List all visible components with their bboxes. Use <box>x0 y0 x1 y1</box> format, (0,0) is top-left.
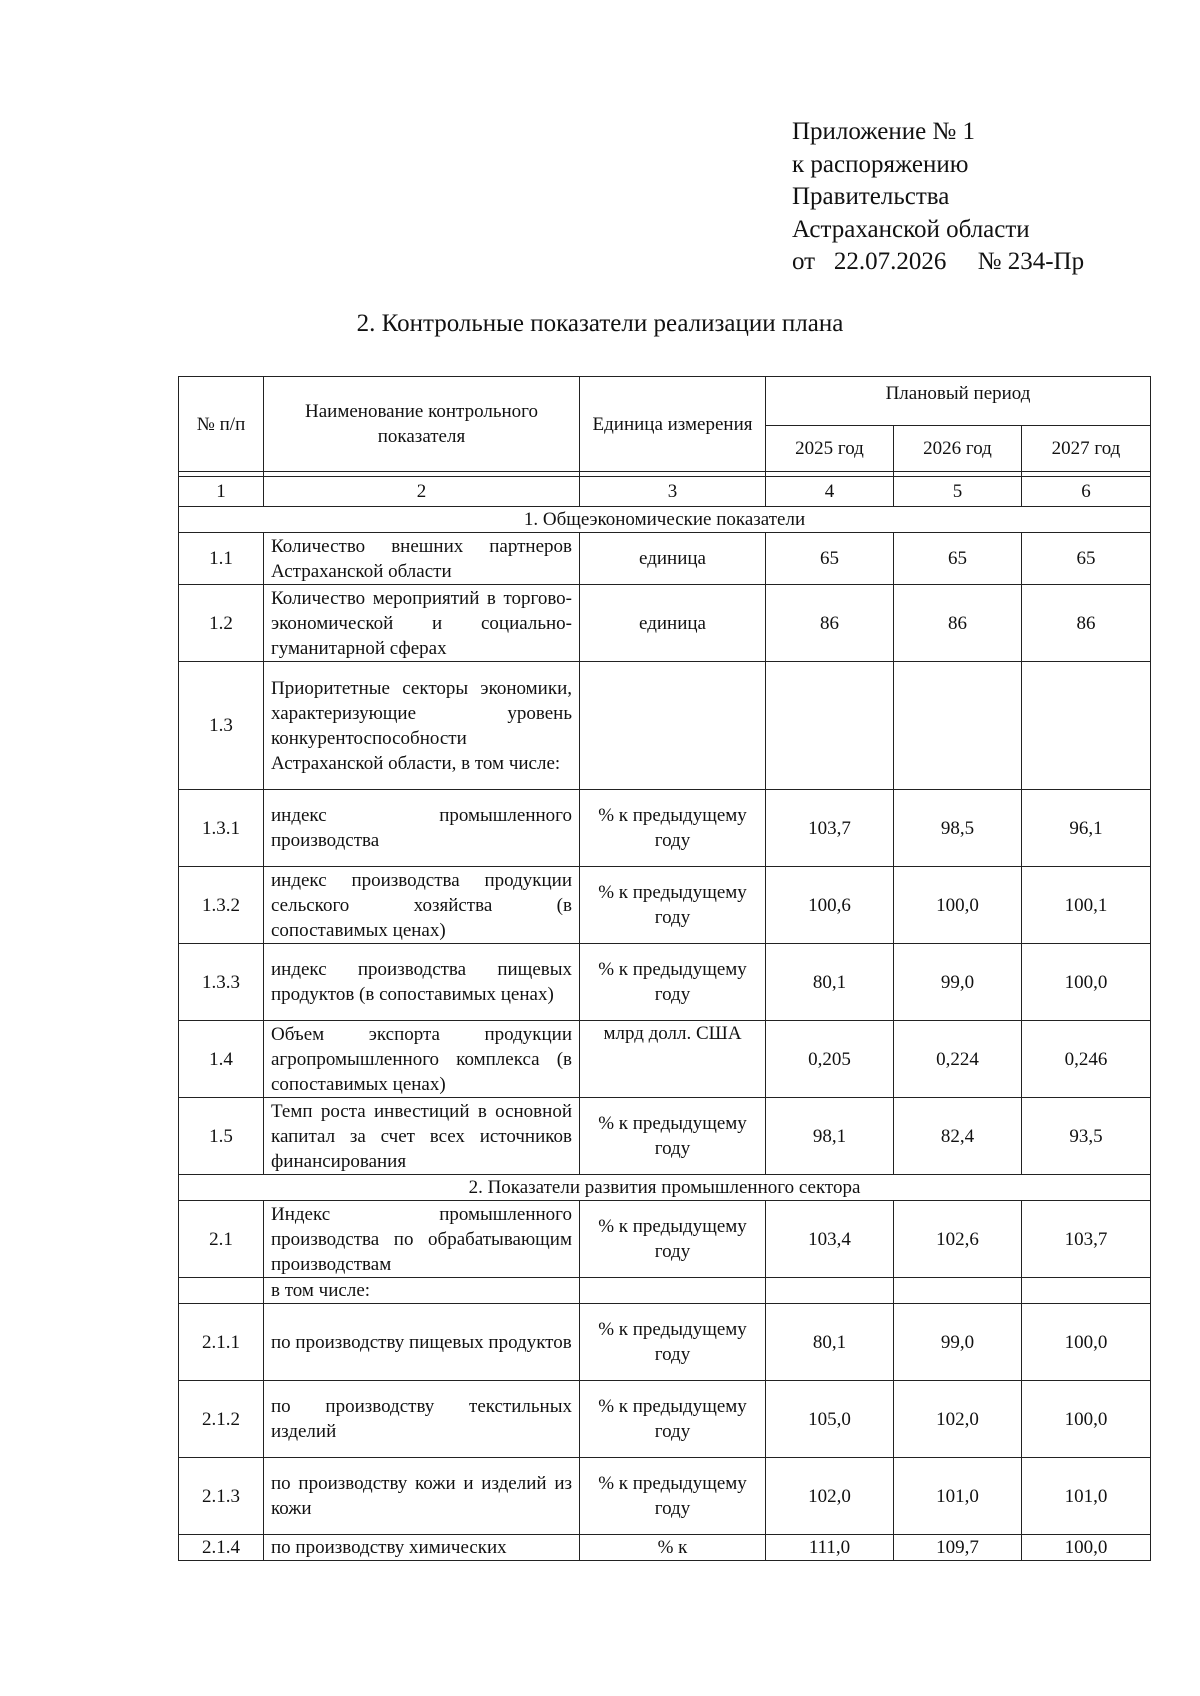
row-value-2025: 86 <box>766 585 894 662</box>
row-value-2025: 103,7 <box>766 790 894 867</box>
row-value-2027: 103,7 <box>1022 1201 1151 1278</box>
row-value-2026: 109,7 <box>894 1535 1022 1561</box>
row-unit: % к <box>580 1535 766 1561</box>
row-indicator-name: Приоритетные секторы экономики, характеризующие уровень конкурентоспособности Астраханской области, в том числе: <box>264 662 580 790</box>
table-row <box>179 1381 1151 1458</box>
row-unit: % к предыдущему году <box>580 790 766 867</box>
row-value-2025: 103,4 <box>766 1201 894 1278</box>
appendix-block <box>792 116 1084 279</box>
row-indicator-name: Объем экспорта продукции агропромышленного комплекса (в сопоставимых ценах) <box>264 1021 580 1098</box>
header-year-2025: 2025 год <box>766 426 894 472</box>
row-value-2025: 111,0 <box>766 1535 894 1561</box>
header-year-2027: 2027 год <box>1022 426 1151 472</box>
row-number: 1.1 <box>179 533 264 585</box>
header-period: Плановый период <box>766 377 1151 426</box>
column-number: 6 <box>1022 477 1151 507</box>
row-indicator-name: Количество мероприятий в торгово-экономической и социально-гуманитарной сферах <box>264 585 580 662</box>
row-value-2025: 65 <box>766 533 894 585</box>
row-value-2027: 86 <box>1022 585 1151 662</box>
column-number: 1 <box>179 477 264 507</box>
row-indicator-name: индекс производства продукции сельского хозяйства (в сопоставимых ценах) <box>264 867 580 944</box>
row-value-2027: 65 <box>1022 533 1151 585</box>
row-value-2026: 100,0 <box>894 867 1022 944</box>
row-value-2026: 102,6 <box>894 1201 1022 1278</box>
row-number: 2.1.1 <box>179 1304 264 1381</box>
appendix-line: Правительства <box>792 183 950 210</box>
table-row <box>179 1458 1151 1535</box>
indicators-table <box>178 376 1151 1561</box>
row-value-2026: 65 <box>894 533 1022 585</box>
row-number: 2.1 <box>179 1201 264 1278</box>
appendix-date-number: от 22.07.2026 № 234-Пр <box>792 248 1085 275</box>
row-unit: % к предыдущему году <box>580 1201 766 1278</box>
row-value-2027: 100,0 <box>1022 1535 1151 1561</box>
table-row <box>179 662 1151 790</box>
row-number: 1.3.2 <box>179 867 264 944</box>
row-value-2025: 105,0 <box>766 1381 894 1458</box>
row-unit: % к предыдущему году <box>580 1458 766 1535</box>
row-unit: единица <box>580 585 766 662</box>
row-unit: % к предыдущему году <box>580 1304 766 1381</box>
header-year-2026: 2026 год <box>894 426 1022 472</box>
appendix-line: Астраханской области <box>792 215 1030 243</box>
row-indicator-name: по производству кожи и изделий из кожи <box>264 1458 580 1535</box>
table-row <box>179 585 1151 662</box>
section-title: 2. Показатели развития промышленного сектора <box>179 1175 1151 1201</box>
table-row-subheading <box>179 1278 1151 1304</box>
row-value-2026: 99,0 <box>894 944 1022 1021</box>
row-value-2027: 100,0 <box>1022 944 1151 1021</box>
row-indicator-name: Количество внешних партнеров Астраханской области <box>264 533 580 585</box>
row-unit: % к предыдущему году <box>580 944 766 1021</box>
row-number: 1.3.1 <box>179 790 264 867</box>
row-value-2026: 98,5 <box>894 790 1022 867</box>
row-value-2027: 100,1 <box>1022 867 1151 944</box>
row-value-2026: 99,0 <box>894 1304 1022 1381</box>
row-indicator-name: индекс промышленного производства <box>264 790 580 867</box>
row-value-2025: 102,0 <box>766 1458 894 1535</box>
table-row <box>179 867 1151 944</box>
row-value-2027: 0,246 <box>1022 1021 1151 1098</box>
column-number: 2 <box>264 477 580 507</box>
row-indicator-name: Темп роста инвестиций в основной капитал за счет всех источников финансирования <box>264 1098 580 1175</box>
section-row <box>179 507 1151 533</box>
row-indicator-name: индекс производства пищевых продуктов (в сопоставимых ценах) <box>264 944 580 1021</box>
row-value-2026: 86 <box>894 585 1022 662</box>
table-row <box>179 533 1151 585</box>
appendix-line: к распоряжению <box>792 150 969 178</box>
page-title: 2. Контрольные показатели реализации плана <box>356 310 844 337</box>
row-number: 1.4 <box>179 1021 264 1098</box>
header-row <box>179 377 1151 426</box>
table-row <box>179 1201 1151 1278</box>
row-unit <box>580 662 766 790</box>
row-unit: % к предыдущему году <box>580 1098 766 1175</box>
row-unit: % к предыдущему году <box>580 867 766 944</box>
row-value-2027 <box>1022 662 1151 790</box>
row-number: 1.2 <box>179 585 264 662</box>
section-title: 1. Общеэкономические показатели <box>179 507 1151 533</box>
row-value-2026 <box>894 662 1022 790</box>
table-row <box>179 790 1151 867</box>
row-value-2025 <box>766 662 894 790</box>
row-indicator-name: по производству текстильных изделий <box>264 1381 580 1458</box>
table-row <box>179 1021 1151 1098</box>
row-number: 1.3.3 <box>179 944 264 1021</box>
row-number: 1.3 <box>179 662 264 790</box>
row-indicator-name: Индекс промышленного производства по обрабатывающим производствам <box>264 1201 580 1278</box>
header-name: Наименование контрольного показателя <box>264 377 580 472</box>
row-value-2026: 82,4 <box>894 1098 1022 1175</box>
table-row <box>179 1098 1151 1175</box>
column-number: 4 <box>766 477 894 507</box>
row-number: 2.1.4 <box>179 1535 264 1561</box>
row-indicator-name: по производству химических <box>264 1535 580 1561</box>
table-row <box>179 944 1151 1021</box>
header-num: № п/п <box>179 377 264 472</box>
row-number: 2.1.3 <box>179 1458 264 1535</box>
section-row <box>179 1175 1151 1201</box>
row-indicator-name: по производству пищевых продуктов <box>264 1304 580 1381</box>
row-value-2025: 100,6 <box>766 867 894 944</box>
row-unit: % к предыдущему году <box>580 1381 766 1458</box>
row-value-2027: 100,0 <box>1022 1304 1151 1381</box>
row-value-2025: 98,1 <box>766 1098 894 1175</box>
row-value-2026: 101,0 <box>894 1458 1022 1535</box>
in-number-label: в том числе: <box>264 1278 580 1304</box>
row-value-2026: 0,224 <box>894 1021 1022 1098</box>
row-value-2027: 101,0 <box>1022 1458 1151 1535</box>
row-unit: млрд долл. США <box>580 1021 766 1098</box>
row-value-2025: 80,1 <box>766 1304 894 1381</box>
table-row <box>179 1304 1151 1381</box>
header-unit: Единица измерения <box>580 377 766 472</box>
row-value-2027: 96,1 <box>1022 790 1151 867</box>
table-row <box>179 1535 1151 1561</box>
row-number: 2.1.2 <box>179 1381 264 1458</box>
column-number: 3 <box>580 477 766 507</box>
column-numbers-row <box>179 477 1151 507</box>
row-value-2027: 100,0 <box>1022 1381 1151 1458</box>
row-value-2025: 80,1 <box>766 944 894 1021</box>
row-number: 1.5 <box>179 1098 264 1175</box>
row-value-2026: 102,0 <box>894 1381 1022 1458</box>
row-value-2025: 0,205 <box>766 1021 894 1098</box>
row-value-2027: 93,5 <box>1022 1098 1151 1175</box>
row-unit: единица <box>580 533 766 585</box>
column-number: 5 <box>894 477 1022 507</box>
appendix-line: Приложение № 1 <box>792 118 976 145</box>
